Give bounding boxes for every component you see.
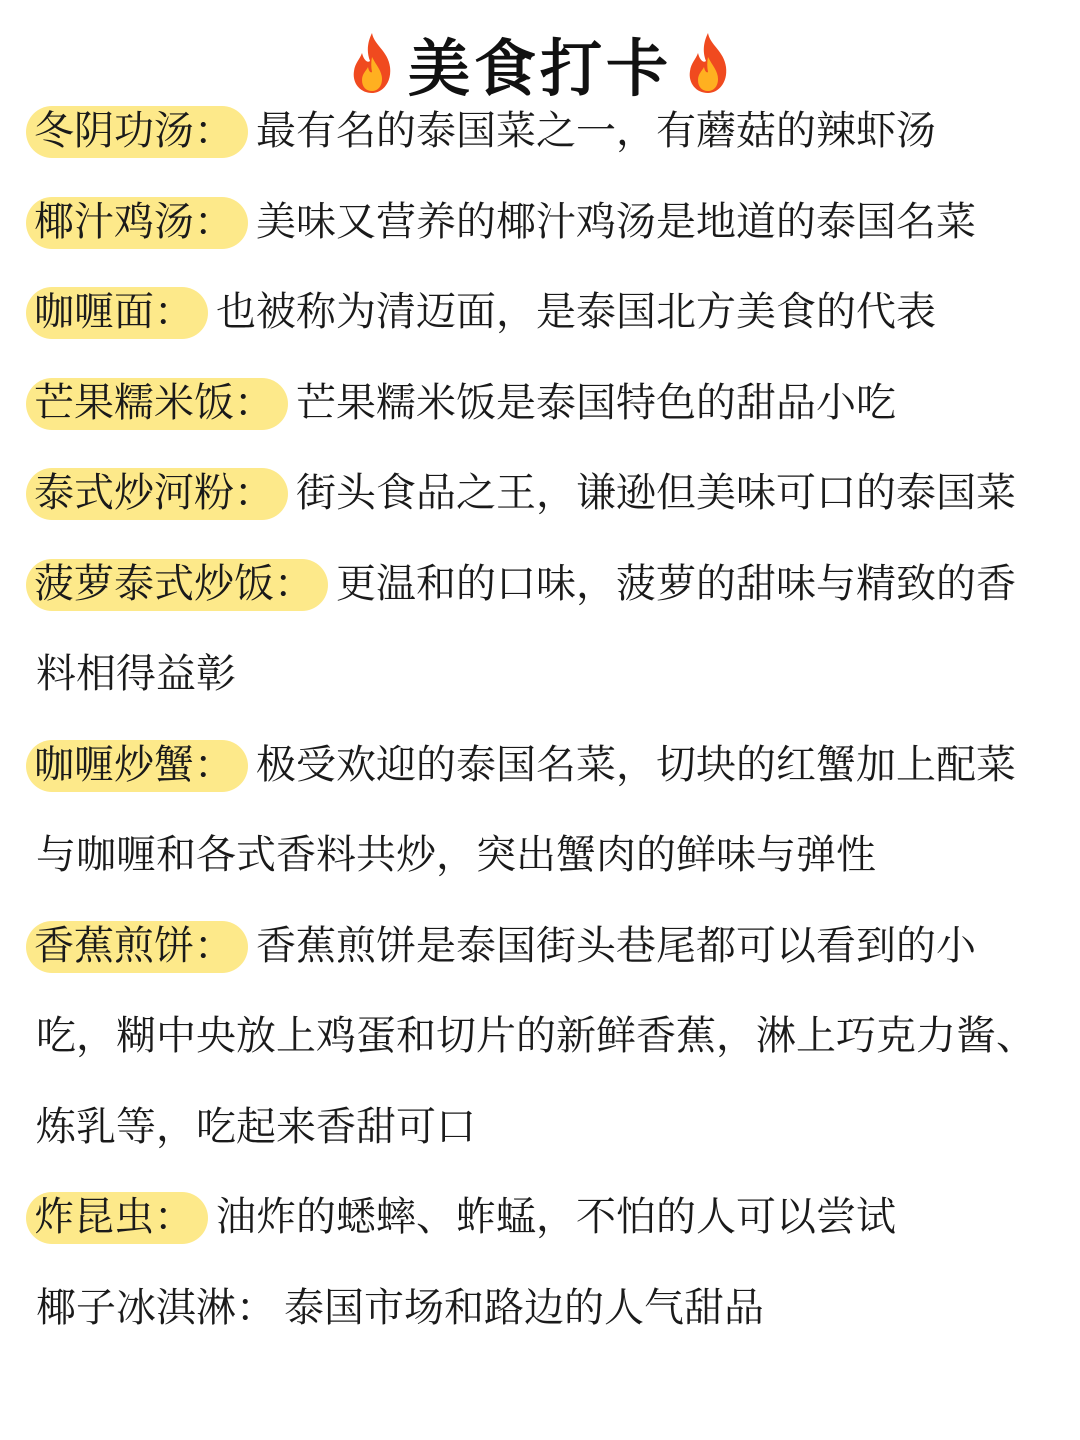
list-item — [36, 448, 1048, 539]
food-name: 咖喱面： — [26, 287, 208, 339]
food-description: 香蕉煎饼是泰国街头巷尾都可以看到的小吃，糊中央放上鸡蛋和切片的新鲜香蕉，淋上巧克力酱、炼乳等，吃起来香甜可口 — [36, 922, 1036, 1150]
list-item — [36, 539, 1048, 720]
food-name: 芒果糯米饭： — [26, 378, 288, 430]
list-item — [36, 1172, 1048, 1263]
list-item — [36, 1263, 1048, 1354]
list-item — [36, 901, 1048, 1173]
food-name: 炸昆虫： — [26, 1192, 208, 1244]
page-title: 美食打卡 — [407, 31, 672, 105]
food-name: 泰式炒河粉： — [26, 468, 288, 520]
food-description: 极受欢迎的泰国名菜，切块的红蟹加上配菜与咖喱和各式香料共炒，突出蟹肉的鲜味与弹性 — [36, 741, 1016, 878]
food-description: 更温和的口味，菠萝的甜味与精致的香料相得益彰 — [36, 560, 1016, 697]
food-name: 咖喱炒蟹： — [26, 740, 248, 792]
food-name: 菠萝泰式炒饭： — [26, 559, 328, 611]
list-item — [36, 177, 1048, 268]
list-item — [36, 86, 1048, 177]
food-name: 冬阴功汤： — [26, 106, 248, 158]
food-name: 香蕉煎饼： — [26, 921, 248, 973]
list-item — [36, 720, 1048, 901]
food-description: 街头食品之王，谦逊但美味可口的泰国菜 — [296, 470, 1016, 516]
food-list — [36, 86, 1048, 1353]
food-description: 最有名的泰国菜之一，有蘑菇的辣虾汤 — [256, 108, 936, 154]
food-description: 美味又营养的椰汁鸡汤是地道的泰国名菜 — [256, 198, 976, 245]
list-item — [36, 267, 1048, 358]
food-name: 椰汁鸡汤： — [26, 197, 248, 249]
food-description: 泰国市场和路边的人气甜品 — [284, 1284, 764, 1331]
food-description: 油炸的蟋蟀、蚱蜢，不怕的人可以尝试 — [216, 1194, 896, 1240]
food-name: 椰子冰淇淋： — [36, 1284, 276, 1331]
food-description: 也被称为清迈面，是泰国北方美食的代表 — [216, 289, 936, 335]
food-description: 芒果糯米饭是泰国特色的甜品小吃 — [296, 379, 896, 426]
list-item — [36, 358, 1048, 449]
